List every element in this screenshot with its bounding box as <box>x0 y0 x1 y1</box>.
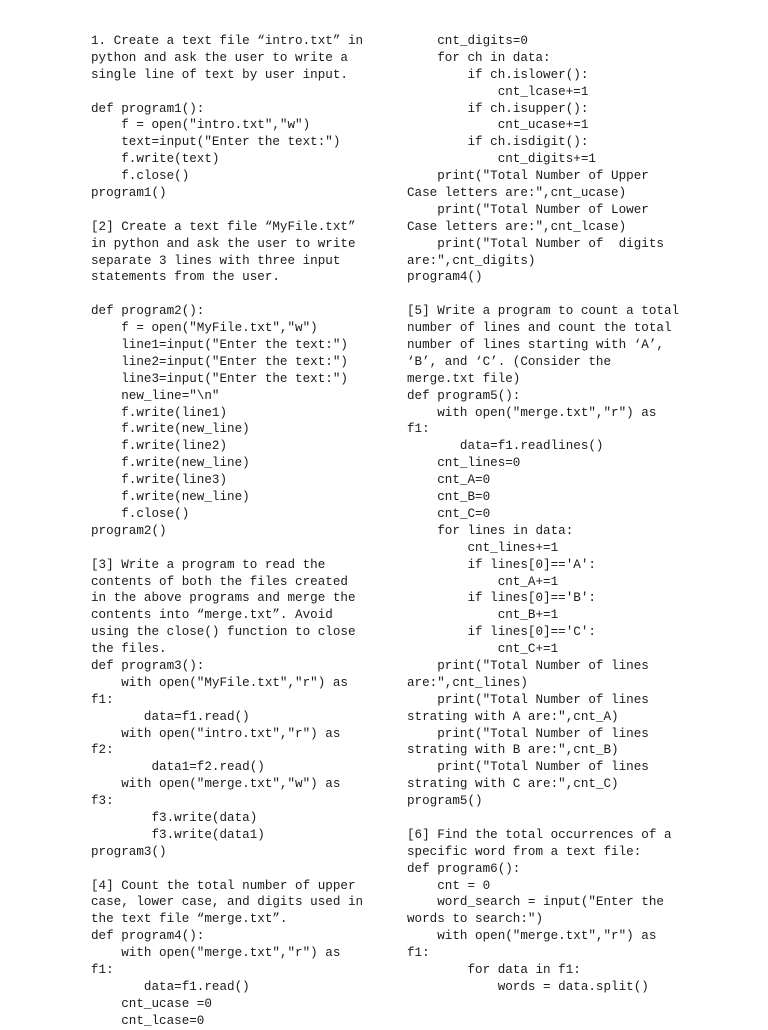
text-line: ‘B’, and ‘C’. (Consider the <box>407 354 612 369</box>
text-line: if lines[0]=='B': <box>407 591 596 606</box>
text-line: for ch in data: <box>407 50 551 65</box>
text-line: number of lines starting with ‘A’, <box>407 338 664 353</box>
text-line: f.write(line3) <box>91 473 228 488</box>
text-line: print("Total Number of Lower <box>407 202 649 217</box>
text-line: print("Total Number of lines <box>407 726 649 741</box>
text-line: words to search:") <box>407 912 544 927</box>
text-line: print("Total Number of digits <box>407 236 664 251</box>
text-line: f2: <box>91 743 114 758</box>
text-line: [2] Create a text file “MyFile.txt” <box>91 219 356 234</box>
text-line: f = open("intro.txt","w") <box>91 118 311 133</box>
text-line: f3.write(data1) <box>91 827 265 842</box>
text-line: f1: <box>407 422 430 437</box>
text-line: print("Total Number of lines <box>407 658 649 673</box>
text-line: cnt_B+=1 <box>407 608 559 623</box>
text-line: for data in f1: <box>407 962 581 977</box>
text-line: print("Total Number of Upper <box>407 169 649 184</box>
text-line: are:",cnt_lines) <box>407 675 528 690</box>
text-line: contents into “merge.txt”. Avoid <box>91 608 333 623</box>
text-line: [3] Write a program to read the <box>91 557 326 572</box>
text-line: f.close() <box>91 506 190 521</box>
text-line: [5] Write a program to count a total <box>407 304 680 319</box>
text-line: f.write(new_line) <box>91 490 250 505</box>
text-line: strating with B are:",cnt_B) <box>407 743 619 758</box>
text-line: [6] Find the total occurrences of a <box>407 827 672 842</box>
text-line: specific word from a text file: <box>407 844 642 859</box>
text-line: program3() <box>91 844 167 859</box>
text-line: if lines[0]=='C': <box>407 625 596 640</box>
text-line: f1: <box>91 962 114 977</box>
text-line: f3: <box>91 794 114 809</box>
text-line: with open("merge.txt","w") as <box>91 777 341 792</box>
text-line: def program5(): <box>407 388 521 403</box>
text-line: f1: <box>407 946 430 961</box>
text-line: cnt_C=0 <box>407 506 491 521</box>
text-line: program1() <box>91 186 167 201</box>
text-line: text=input("Enter the text:") <box>91 135 341 150</box>
text-line: f.write(new_line) <box>91 422 250 437</box>
text-line: with open("merge.txt","r") as <box>407 929 657 944</box>
text-line: data=f1.readlines() <box>407 439 604 454</box>
text-line: the files. <box>91 642 167 657</box>
text-line: if lines[0]=='A': <box>407 557 596 572</box>
text-line: cnt_B=0 <box>407 490 491 505</box>
text-line: cnt_A=0 <box>407 473 491 488</box>
text-line: 1. Create a text file “intro.txt” in <box>91 34 364 48</box>
text-line: number of lines and count the total <box>407 321 672 336</box>
text-line: in python and ask the user to write <box>91 236 356 251</box>
text-line <box>91 286 381 303</box>
text-line: f.write(new_line) <box>91 456 250 471</box>
text-line: program5() <box>407 794 483 809</box>
text-line: cnt = 0 <box>407 878 491 893</box>
text-line: are:",cnt_digits) <box>407 253 536 268</box>
text-line: def program1(): <box>91 101 205 116</box>
text-line: def program4(): <box>91 929 205 944</box>
text-line: f = open("MyFile.txt","w") <box>91 321 318 336</box>
text-line: contents of both the files created <box>91 574 348 589</box>
text-line: f.write(line1) <box>91 405 228 420</box>
text-line: with open("merge.txt","r") as <box>91 946 341 961</box>
text-line: line1=input("Enter the text:") <box>91 338 348 353</box>
text-line: data1=f2.read() <box>91 760 265 775</box>
text-line <box>91 861 381 878</box>
text-line: print("Total Number of lines <box>407 692 649 707</box>
text-line: if ch.isupper(): <box>407 101 589 116</box>
text-line <box>91 84 381 101</box>
text-line: cnt_lcase+=1 <box>407 84 589 99</box>
text-line: with open("intro.txt","r") as <box>91 726 341 741</box>
text-line: line3=input("Enter the text:") <box>91 371 348 386</box>
text-line: data=f1.read() <box>91 709 250 724</box>
text-line: cnt_lines=0 <box>407 456 521 471</box>
text-line: using the close() function to close <box>91 625 356 640</box>
text-line <box>91 540 381 557</box>
text-line: cnt_A+=1 <box>407 574 559 589</box>
text-line: cnt_lcase=0 <box>91 1013 205 1028</box>
text-line: strating with A are:",cnt_A) <box>407 709 619 724</box>
text-line: f3.write(data) <box>91 810 258 825</box>
text-line <box>407 286 697 303</box>
text-line: python and ask the user to write a <box>91 50 348 65</box>
text-line: [4] Count the total number of upper <box>91 878 356 893</box>
text-line: program2() <box>91 523 167 538</box>
text-line: merge.txt file) <box>407 371 521 386</box>
left-text-column <box>91 33 381 1030</box>
text-line: data=f1.read() <box>91 979 250 994</box>
text-line: cnt_ucase =0 <box>91 996 212 1011</box>
text-line: cnt_lines+=1 <box>407 540 559 555</box>
text-line: if ch.isdigit(): <box>407 135 589 150</box>
text-line: print("Total Number of lines <box>407 760 649 775</box>
text-line: f.write(text) <box>91 152 220 167</box>
text-line: statements from the user. <box>91 270 280 285</box>
text-line: def program2(): <box>91 304 205 319</box>
text-line: new_line="\n" <box>91 388 220 403</box>
text-line: for lines in data: <box>407 523 574 538</box>
text-line: Case letters are:",cnt_ucase) <box>407 186 627 201</box>
text-line: f.close() <box>91 169 190 184</box>
text-line: def program6(): <box>407 861 521 876</box>
text-line <box>407 810 697 827</box>
text-line: the text file “merge.txt”. <box>91 912 288 927</box>
text-line: cnt_ucase+=1 <box>407 118 589 133</box>
text-line: line2=input("Enter the text:") <box>91 354 348 369</box>
text-line: cnt_C+=1 <box>407 642 559 657</box>
text-line: with open("merge.txt","r") as <box>407 405 657 420</box>
text-line: def program3(): <box>91 658 205 673</box>
text-line: word_search = input("Enter the <box>407 895 664 910</box>
text-line: f1: <box>91 692 114 707</box>
right-text-column <box>407 33 697 996</box>
text-line: program4() <box>407 270 483 285</box>
text-line: cnt_digits=0 <box>407 34 528 48</box>
text-line: case, lower case, and digits used in <box>91 895 364 910</box>
text-line: separate 3 lines with three input <box>91 253 341 268</box>
text-line: strating with C are:",cnt_C) <box>407 777 619 792</box>
text-line <box>91 202 381 219</box>
text-line: f.write(line2) <box>91 439 228 454</box>
text-line: single line of text by user input. <box>91 67 348 82</box>
text-line: cnt_digits+=1 <box>407 152 596 167</box>
text-line: if ch.islower(): <box>407 67 589 82</box>
text-line: words = data.split() <box>407 979 649 994</box>
text-line: with open("MyFile.txt","r") as <box>91 675 348 690</box>
text-line: Case letters are:",cnt_lcase) <box>407 219 627 234</box>
text-line: in the above programs and merge the <box>91 591 356 606</box>
